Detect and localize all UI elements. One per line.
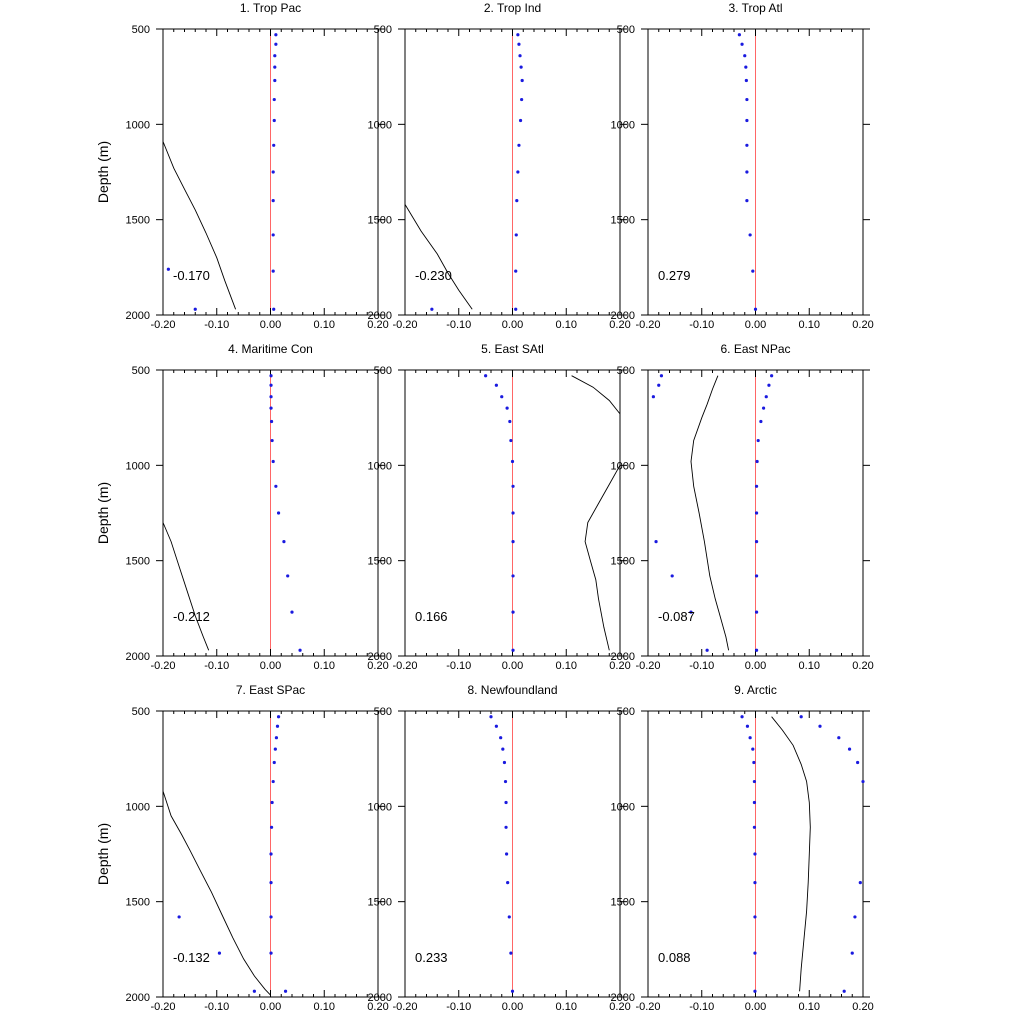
- data-point: [521, 79, 524, 82]
- x-tick-label: -0.10: [204, 1001, 230, 1013]
- y-tick-label: 500: [373, 365, 392, 377]
- x-tick-label: 0.20: [852, 319, 874, 331]
- data-point: [270, 420, 273, 423]
- data-point: [706, 649, 709, 652]
- data-point: [752, 761, 755, 764]
- data-point: [753, 915, 756, 918]
- x-tick-label: 0.10: [313, 660, 335, 672]
- data-point: [762, 407, 765, 410]
- data-point: [749, 233, 752, 236]
- data-point: [218, 952, 221, 955]
- data-point: [290, 611, 293, 614]
- data-point: [272, 308, 275, 311]
- x-tick-label: 0.20: [367, 660, 389, 672]
- data-point: [757, 439, 760, 442]
- y-tick-label: 1000: [367, 460, 392, 473]
- data-point: [818, 725, 821, 728]
- panel-6: [611, 342, 874, 672]
- data-point: [269, 852, 272, 855]
- y-tick-label: 1000: [610, 460, 635, 473]
- x-tick-label: 0.00: [744, 660, 767, 672]
- data-point: [738, 33, 741, 36]
- profile-curve: [691, 376, 729, 651]
- data-point: [269, 952, 272, 955]
- y-tick-label: 2000: [367, 310, 392, 322]
- data-point: [753, 952, 756, 955]
- data-point: [654, 540, 657, 543]
- y-tick-label: 1500: [367, 214, 392, 227]
- data-point: [770, 374, 773, 377]
- profile-curve: [572, 376, 620, 651]
- data-point: [269, 374, 272, 377]
- data-point: [272, 144, 275, 147]
- x-tick-label: 0.20: [367, 1001, 389, 1013]
- data-point: [508, 420, 511, 423]
- data-point: [511, 540, 514, 543]
- x-tick-label: 0.10: [555, 319, 577, 331]
- panel-title: 7. East SPac: [235, 683, 306, 697]
- x-tick-label: 0.00: [259, 660, 282, 672]
- data-point: [504, 826, 507, 829]
- data-point: [745, 199, 748, 202]
- data-point: [856, 761, 859, 764]
- data-point: [755, 540, 758, 543]
- data-point: [270, 826, 273, 829]
- y-tick-label: 2000: [125, 992, 150, 1004]
- x-tick-label: 0.10: [798, 1001, 820, 1013]
- correlation-value: -0.230: [415, 268, 452, 283]
- data-point: [504, 780, 507, 783]
- panel-title: 2. Trop Ind: [483, 1, 542, 15]
- data-point: [767, 384, 770, 387]
- y-axis-title: Depth (m): [95, 481, 111, 545]
- y-tick-label: 1000: [367, 119, 392, 132]
- y-tick-label: 500: [373, 24, 392, 36]
- data-point: [751, 270, 754, 273]
- data-point: [495, 384, 498, 387]
- profile-curve: [163, 142, 236, 310]
- data-point: [514, 308, 517, 311]
- y-tick-label: 1000: [125, 119, 150, 132]
- x-tick-label: 0.00: [744, 319, 767, 331]
- data-point: [506, 407, 509, 410]
- data-point: [503, 761, 506, 764]
- data-point: [167, 268, 170, 271]
- correlation-value: 0.233: [415, 950, 448, 965]
- x-tick-label: -0.20: [150, 660, 176, 672]
- x-tick-label: 0.20: [609, 319, 631, 331]
- x-tick-label: 0.10: [313, 1001, 335, 1013]
- data-point: [253, 990, 256, 993]
- data-point: [755, 574, 758, 577]
- data-point: [273, 98, 276, 101]
- x-tick-label: -0.20: [150, 319, 176, 331]
- y-tick-label: 1500: [610, 214, 635, 227]
- x-tick-label: 0.00: [259, 319, 282, 331]
- x-tick-label: -0.10: [689, 1001, 715, 1013]
- data-point: [756, 460, 759, 463]
- data-point: [272, 199, 275, 202]
- panel-1: [95, 1, 389, 331]
- panel-title: 9. Arctic: [734, 683, 777, 697]
- data-point: [516, 170, 519, 173]
- data-point: [749, 736, 752, 739]
- data-point: [286, 574, 289, 577]
- y-tick-label: 1000: [125, 460, 150, 473]
- y-tick-label: 1000: [610, 119, 635, 132]
- data-point: [506, 881, 509, 884]
- profile-curve: [163, 523, 209, 651]
- data-point: [273, 761, 276, 764]
- data-point: [511, 649, 514, 652]
- data-point: [514, 270, 517, 273]
- x-tick-label: -0.20: [392, 1001, 418, 1013]
- data-point: [743, 54, 746, 57]
- data-point: [277, 511, 280, 514]
- data-point: [509, 439, 512, 442]
- x-tick-label: 0.10: [555, 660, 577, 672]
- data-point: [745, 119, 748, 122]
- data-point: [746, 725, 749, 728]
- y-tick-label: 2000: [125, 310, 150, 322]
- data-point: [755, 485, 758, 488]
- data-point: [508, 915, 511, 918]
- data-point: [272, 460, 275, 463]
- panel-4: [95, 342, 389, 672]
- data-point: [657, 384, 660, 387]
- x-tick-label: -0.10: [204, 660, 230, 672]
- panel-3: [611, 1, 874, 331]
- y-tick-label: 500: [616, 365, 635, 377]
- data-point: [520, 66, 523, 69]
- data-point: [274, 43, 277, 46]
- data-point: [755, 611, 758, 614]
- data-point: [269, 395, 272, 398]
- y-tick-label: 1000: [125, 801, 150, 814]
- data-point: [284, 990, 287, 993]
- data-point: [520, 98, 523, 101]
- data-point: [274, 33, 277, 36]
- panel-5: [368, 342, 631, 672]
- data-point: [851, 952, 854, 955]
- x-tick-label: -0.20: [150, 1001, 176, 1013]
- data-point: [274, 485, 277, 488]
- correlation-value: -0.132: [173, 950, 210, 965]
- data-point: [753, 990, 756, 993]
- x-tick-label: 0.10: [798, 660, 820, 672]
- y-tick-label: 1500: [125, 896, 150, 909]
- data-point: [755, 511, 758, 514]
- x-tick-label: 0.20: [609, 1001, 631, 1013]
- data-point: [660, 374, 663, 377]
- y-tick-label: 1500: [367, 555, 392, 568]
- data-point: [745, 170, 748, 173]
- data-point: [273, 79, 276, 82]
- data-point: [848, 748, 851, 751]
- x-tick-label: -0.10: [689, 660, 715, 672]
- data-point: [489, 715, 492, 718]
- data-point: [511, 460, 514, 463]
- y-tick-label: 500: [616, 706, 635, 718]
- data-point: [273, 66, 276, 69]
- panel-title: 8. Newfoundland: [467, 683, 558, 697]
- x-tick-label: 0.20: [367, 319, 389, 331]
- x-tick-label: 0.00: [501, 319, 524, 331]
- y-tick-label: 500: [131, 365, 150, 377]
- data-point: [511, 485, 514, 488]
- panel-title: 1. Trop Pac: [239, 1, 302, 15]
- data-point: [745, 144, 748, 147]
- data-point: [501, 748, 504, 751]
- x-tick-label: -0.20: [635, 319, 661, 331]
- data-point: [269, 915, 272, 918]
- data-point: [272, 170, 275, 173]
- data-point: [511, 511, 514, 514]
- x-tick-label: 0.20: [852, 660, 874, 672]
- panel-8: [368, 683, 631, 1013]
- data-point: [509, 952, 512, 955]
- x-tick-label: -0.10: [446, 319, 472, 331]
- data-point: [753, 780, 756, 783]
- x-tick-label: 0.10: [313, 319, 335, 331]
- y-tick-label: 2000: [610, 310, 635, 322]
- y-tick-label: 500: [373, 706, 392, 718]
- x-tick-label: 0.00: [501, 1001, 524, 1013]
- data-point: [753, 826, 756, 829]
- data-point: [282, 540, 285, 543]
- data-point: [430, 308, 433, 311]
- data-point: [277, 715, 280, 718]
- x-tick-label: 0.20: [609, 660, 631, 672]
- y-tick-label: 2000: [610, 651, 635, 663]
- data-point: [518, 54, 521, 57]
- data-point: [740, 715, 743, 718]
- y-tick-label: 1000: [367, 801, 392, 814]
- y-tick-label: 2000: [125, 651, 150, 663]
- x-tick-label: -0.10: [689, 319, 715, 331]
- data-point: [754, 308, 757, 311]
- x-tick-label: 0.10: [555, 1001, 577, 1013]
- data-point: [755, 649, 758, 652]
- x-tick-label: -0.20: [392, 660, 418, 672]
- data-point: [853, 915, 856, 918]
- data-point: [269, 881, 272, 884]
- correlation-value: 0.088: [658, 950, 691, 965]
- data-point: [269, 407, 272, 410]
- x-tick-label: -0.10: [446, 1001, 472, 1013]
- data-point: [740, 43, 743, 46]
- correlation-value: -0.170: [173, 268, 210, 283]
- x-tick-label: 0.00: [501, 660, 524, 672]
- x-tick-label: 0.10: [798, 319, 820, 331]
- y-tick-label: 2000: [367, 992, 392, 1004]
- data-point: [484, 374, 487, 377]
- data-point: [671, 574, 674, 577]
- y-tick-label: 1500: [610, 896, 635, 909]
- data-point: [272, 270, 275, 273]
- data-point: [652, 395, 655, 398]
- data-point: [800, 715, 803, 718]
- data-point: [751, 748, 754, 751]
- y-tick-label: 1500: [125, 555, 150, 568]
- y-tick-label: 1500: [125, 214, 150, 227]
- data-point: [745, 98, 748, 101]
- correlation-value: 0.166: [415, 609, 448, 624]
- data-point: [745, 79, 748, 82]
- panel-7: [95, 683, 389, 1013]
- data-point: [753, 881, 756, 884]
- data-point: [276, 725, 279, 728]
- data-point: [517, 144, 520, 147]
- data-point: [272, 780, 275, 783]
- data-point: [178, 915, 181, 918]
- data-point: [274, 748, 277, 751]
- x-tick-label: -0.10: [446, 660, 472, 672]
- correlation-value: -0.087: [658, 609, 695, 624]
- data-point: [505, 852, 508, 855]
- panel-title: 5. East SAtl: [481, 342, 544, 356]
- data-point: [753, 801, 756, 804]
- y-tick-label: 1500: [367, 896, 392, 909]
- y-tick-label: 1500: [610, 555, 635, 568]
- data-point: [298, 649, 301, 652]
- y-tick-label: 500: [616, 24, 635, 36]
- data-point: [511, 611, 514, 614]
- data-point: [843, 990, 846, 993]
- panel-title: 6. East NPac: [720, 342, 791, 356]
- y-axis-title: Depth (m): [95, 822, 111, 886]
- data-point: [515, 199, 518, 202]
- y-tick-label: 2000: [367, 651, 392, 663]
- data-point: [759, 420, 762, 423]
- data-point: [273, 119, 276, 122]
- data-point: [516, 33, 519, 36]
- data-point: [271, 439, 274, 442]
- data-point: [519, 119, 522, 122]
- x-tick-label: 0.20: [852, 1001, 874, 1013]
- data-point: [269, 384, 272, 387]
- data-point: [194, 308, 197, 311]
- x-tick-label: 0.00: [744, 1001, 767, 1013]
- data-point: [861, 780, 864, 783]
- panel-2: [368, 1, 631, 331]
- y-axis-title: Depth (m): [95, 140, 111, 204]
- data-point: [275, 736, 278, 739]
- panel-9: [611, 683, 874, 1013]
- x-tick-label: -0.20: [635, 660, 661, 672]
- y-tick-label: 2000: [610, 992, 635, 1004]
- y-tick-label: 500: [131, 706, 150, 718]
- data-point: [765, 395, 768, 398]
- data-point: [500, 395, 503, 398]
- panel-title: 3. Trop Atl: [728, 1, 783, 15]
- panel-title: 4. Maritime Con: [228, 342, 313, 356]
- y-tick-label: 500: [131, 24, 150, 36]
- data-point: [495, 725, 498, 728]
- data-point: [859, 881, 862, 884]
- data-point: [753, 852, 756, 855]
- profile-curve: [772, 717, 811, 992]
- data-point: [511, 990, 514, 993]
- profile-curve: [405, 204, 472, 309]
- x-tick-label: 0.00: [259, 1001, 282, 1013]
- correlation-value: 0.279: [658, 268, 691, 283]
- correlation-value: -0.212: [173, 609, 210, 624]
- data-point: [837, 736, 840, 739]
- data-point: [511, 574, 514, 577]
- data-point: [517, 43, 520, 46]
- x-tick-label: -0.20: [392, 319, 418, 331]
- data-point: [504, 801, 507, 804]
- y-tick-label: 1000: [610, 801, 635, 814]
- data-point: [272, 233, 275, 236]
- x-tick-label: -0.10: [204, 319, 230, 331]
- x-tick-label: -0.20: [635, 1001, 661, 1013]
- data-point: [515, 233, 518, 236]
- data-point: [271, 801, 274, 804]
- data-point: [744, 66, 747, 69]
- data-point: [499, 736, 502, 739]
- data-point: [273, 54, 276, 57]
